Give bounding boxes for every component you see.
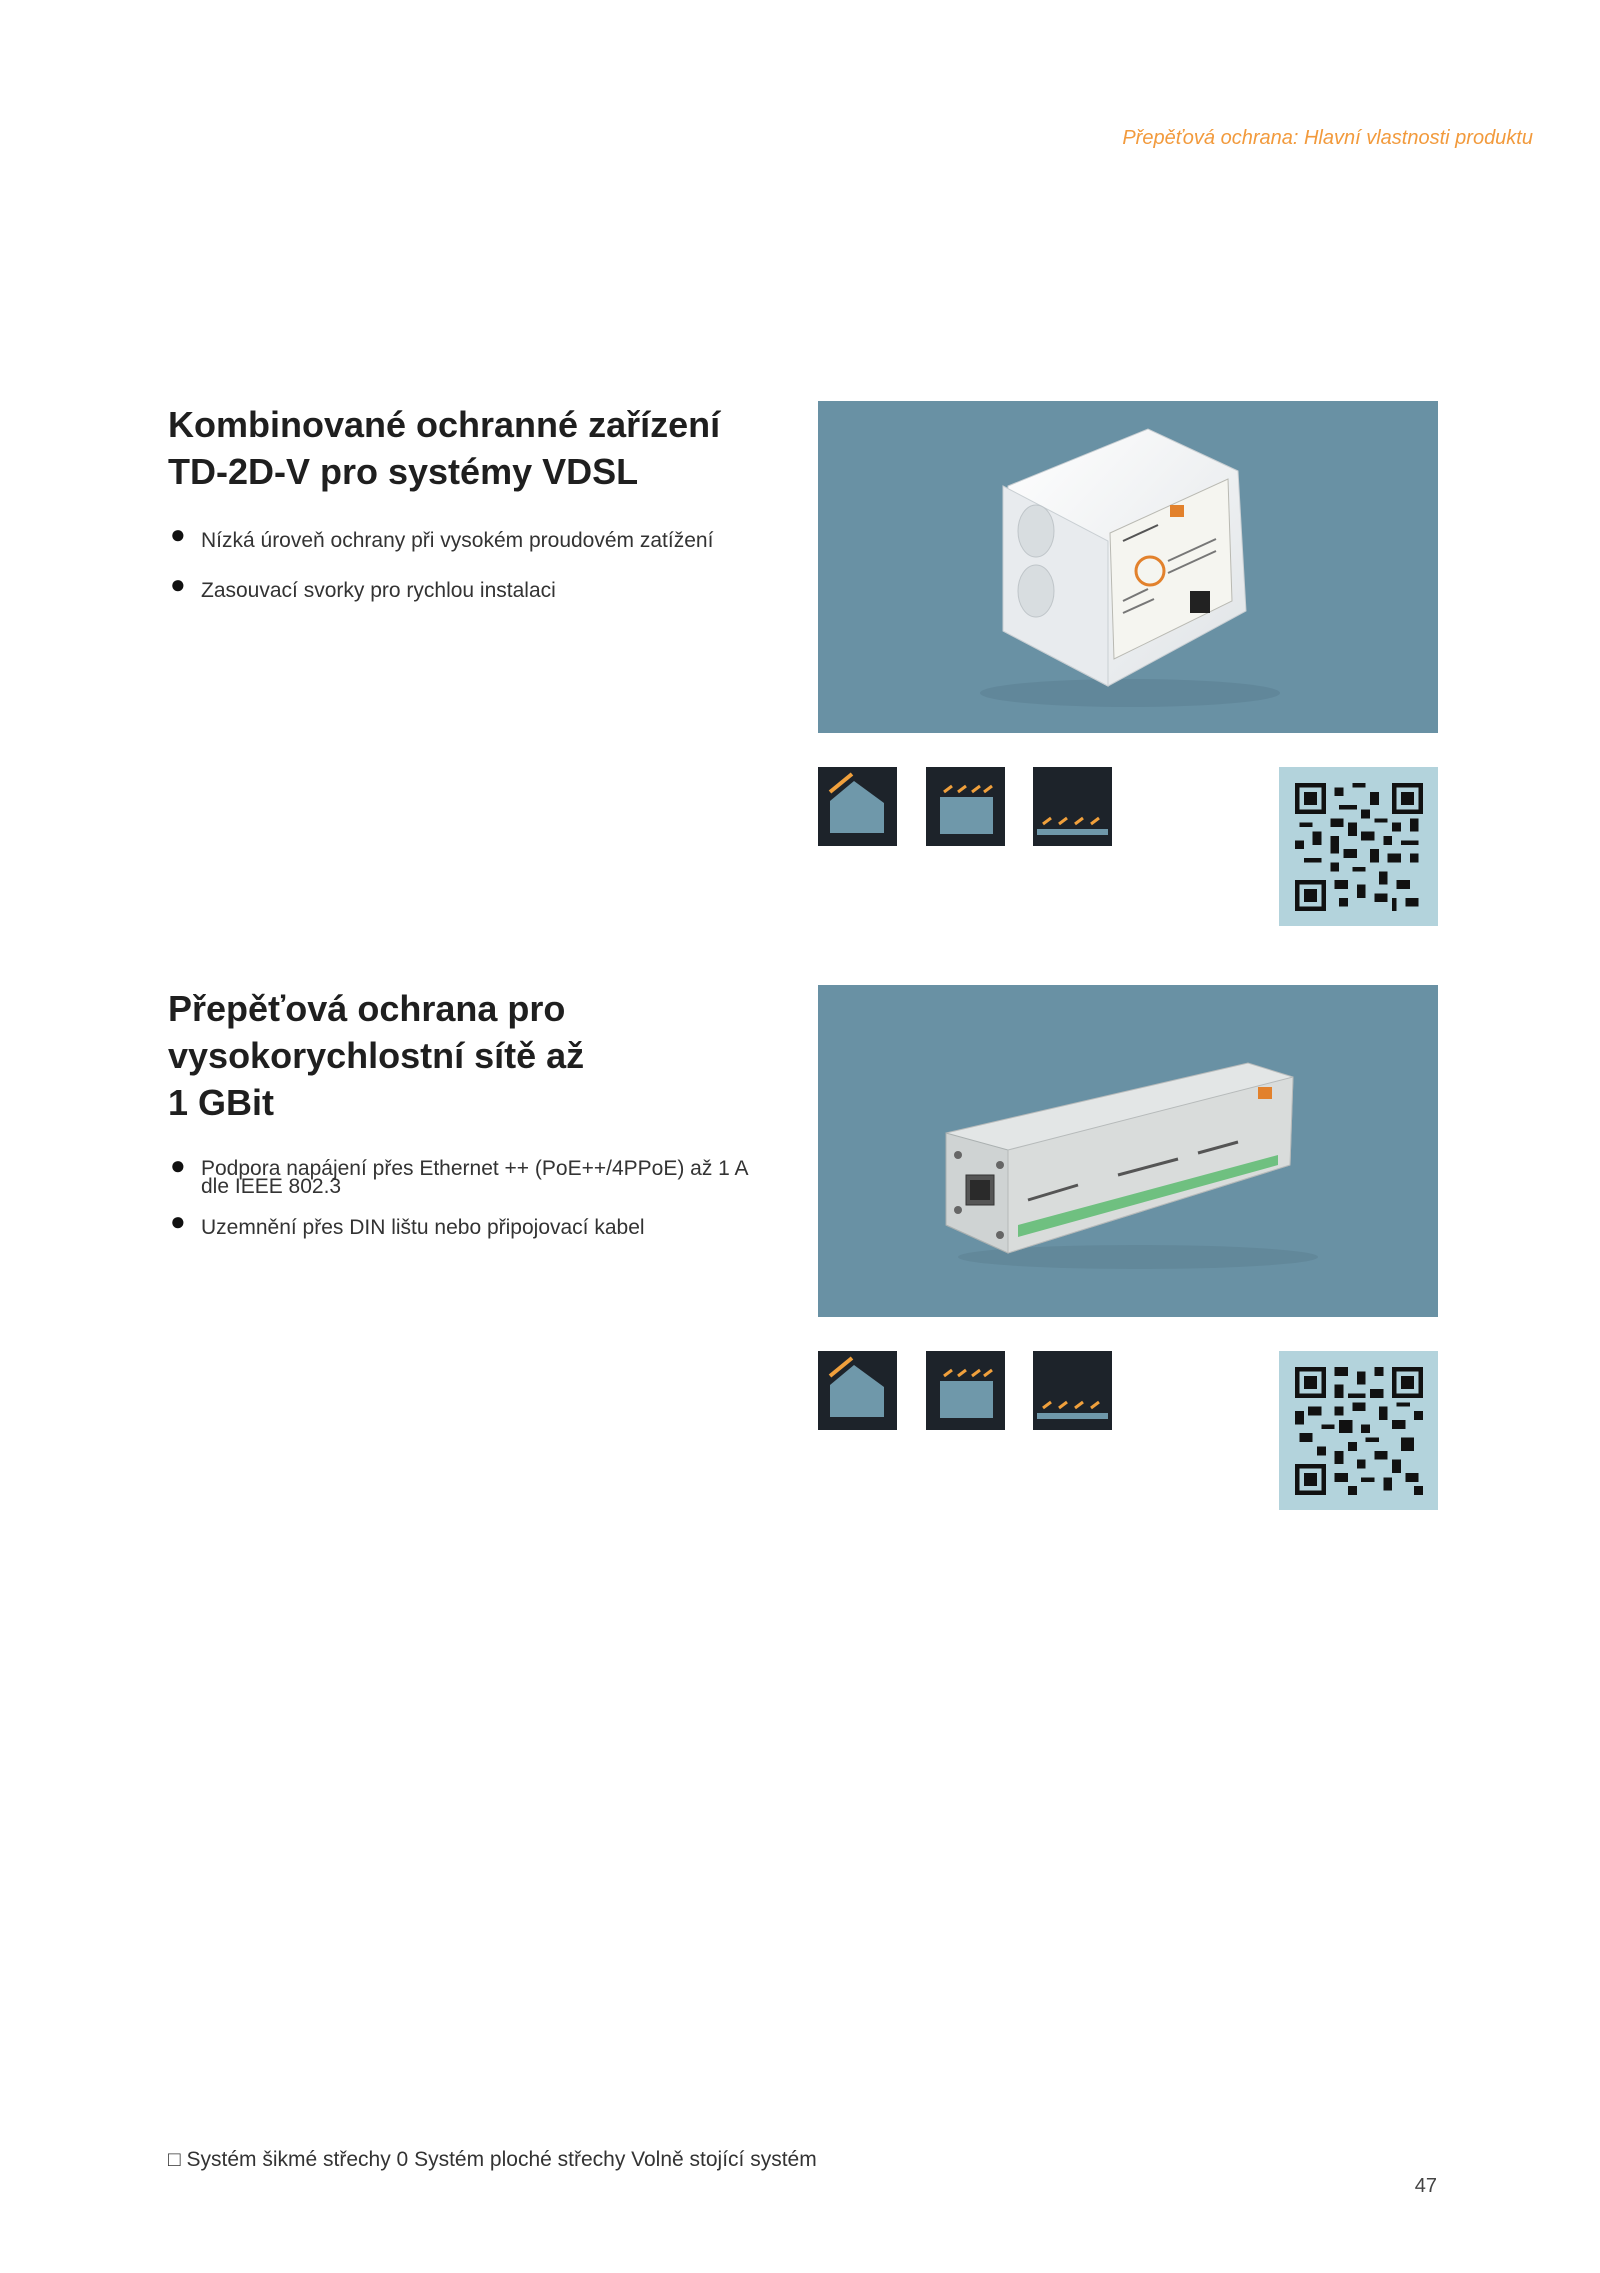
ethernet-protector-image xyxy=(818,985,1438,1317)
feature-list xyxy=(168,1150,768,1266)
bullet-icon: ● xyxy=(170,569,186,599)
product-title-line: TD-2D-V pro systémy VDSL xyxy=(168,451,639,492)
feature-text: Zasouvací svorky pro rychlou instalaci xyxy=(201,579,556,602)
free-standing-icon xyxy=(1033,1351,1112,1430)
junction-box-image xyxy=(818,401,1438,733)
feature-item xyxy=(168,569,768,602)
header-note: Přepěťová ochrana: Hlavní vlastnosti produktu xyxy=(1122,127,1533,149)
bullet-icon: ● xyxy=(170,1150,186,1180)
product-title-line: Kombinované ochranné zařízení xyxy=(168,404,721,445)
product-title-line: 1 GBit xyxy=(168,1082,275,1123)
free-standing-icon xyxy=(1033,767,1112,846)
product-title xyxy=(168,985,768,1126)
bullet-icon: ● xyxy=(170,519,186,549)
pitched-roof-icon xyxy=(818,1351,897,1430)
qr-code-icon[interactable] xyxy=(1279,1351,1438,1510)
bullet-icon: ● xyxy=(170,1206,186,1236)
page-number: 47 xyxy=(1414,2175,1437,2197)
feature-item xyxy=(168,519,768,552)
feature-text: Nízká úroveň ochrany při vysokém proudovém zatížení xyxy=(201,529,714,552)
product-photo xyxy=(818,985,1438,1317)
qr-code-icon[interactable] xyxy=(1279,767,1438,926)
feature-text: Podpora napájení přes Ethernet ++ (PoE++/4PPoE) až 1 A dle IEEE 802.3 xyxy=(201,1157,748,1198)
footer-legend: □ Systém šikmé střechy 0 Systém ploché střechy Volně stojící systém xyxy=(168,2148,817,2171)
feature-text: Uzemnění přes DIN lištu nebo připojovací kabel xyxy=(201,1216,645,1239)
product-photo xyxy=(818,401,1438,733)
flat-roof-icon xyxy=(926,767,1005,846)
feature-item xyxy=(168,1150,768,1198)
feature-list xyxy=(168,519,768,629)
product-title-line: Přepěťová ochrana pro xyxy=(168,988,566,1029)
product-title xyxy=(168,401,768,495)
flat-roof-icon xyxy=(926,1351,1005,1430)
product-title-line: vysokorychlostní sítě až xyxy=(168,1035,585,1076)
feature-item xyxy=(168,1206,768,1239)
pitched-roof-icon xyxy=(818,767,897,846)
